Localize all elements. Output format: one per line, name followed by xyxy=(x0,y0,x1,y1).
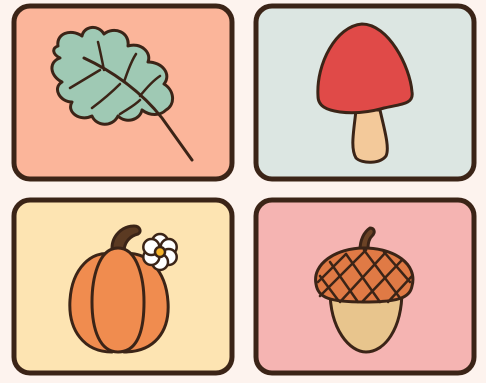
card-leaf xyxy=(14,6,232,179)
card-acorn xyxy=(256,200,474,373)
card-mushroom xyxy=(256,6,474,179)
flower-icon xyxy=(143,234,176,270)
flower-center xyxy=(155,247,165,257)
card-pumpkin xyxy=(14,200,232,373)
